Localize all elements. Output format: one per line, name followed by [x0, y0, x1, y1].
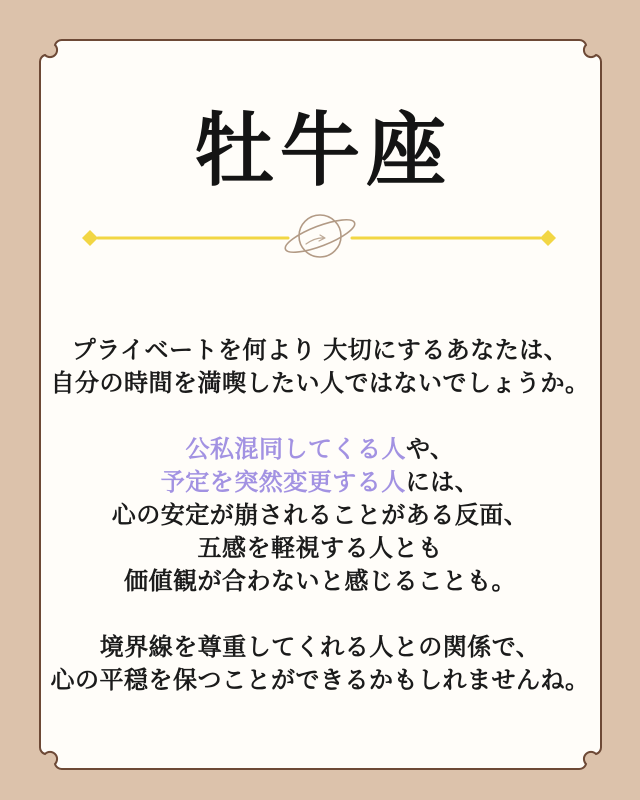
title-divider: [0, 205, 640, 271]
spacer-line: [40, 598, 600, 631]
paragraph2-line3: 心の安定が崩されることがある反面、: [111, 502, 529, 529]
highlight-text: 公私混同してくる人: [185, 436, 406, 463]
fortune-text: [40, 334, 600, 697]
paragraph3-line1: 境界線を尊重してくれる人との関係で、: [99, 634, 541, 661]
plain-text: には、: [405, 469, 480, 496]
spacer-line: [40, 400, 600, 433]
highlight-text: 予定を突然変更する人: [160, 469, 406, 496]
plain-text: や、: [405, 436, 455, 463]
paragraph2-line5: 価値観が合わないと感じることも。: [124, 568, 516, 595]
page-title: 牡牛座: [194, 103, 452, 197]
paragraph2-line2: [40, 466, 600, 499]
paragraph3-line2: 心の平穏を保つことができるかもしれませんね。: [50, 667, 590, 694]
planet-icon: [282, 213, 358, 258]
paragraph2-line4: 五感を軽視する人とも: [197, 535, 443, 562]
divider-diamond-left-icon: [82, 230, 98, 246]
divider-diamond-right-icon: [540, 230, 556, 246]
paragraph1-line2: 自分の時間を満喫したい人ではないでしょうか。: [50, 370, 590, 397]
paragraph2-line1: [40, 433, 600, 466]
paragraph1-line1: プライベートを何より 大切にするあなたは、: [71, 337, 569, 364]
